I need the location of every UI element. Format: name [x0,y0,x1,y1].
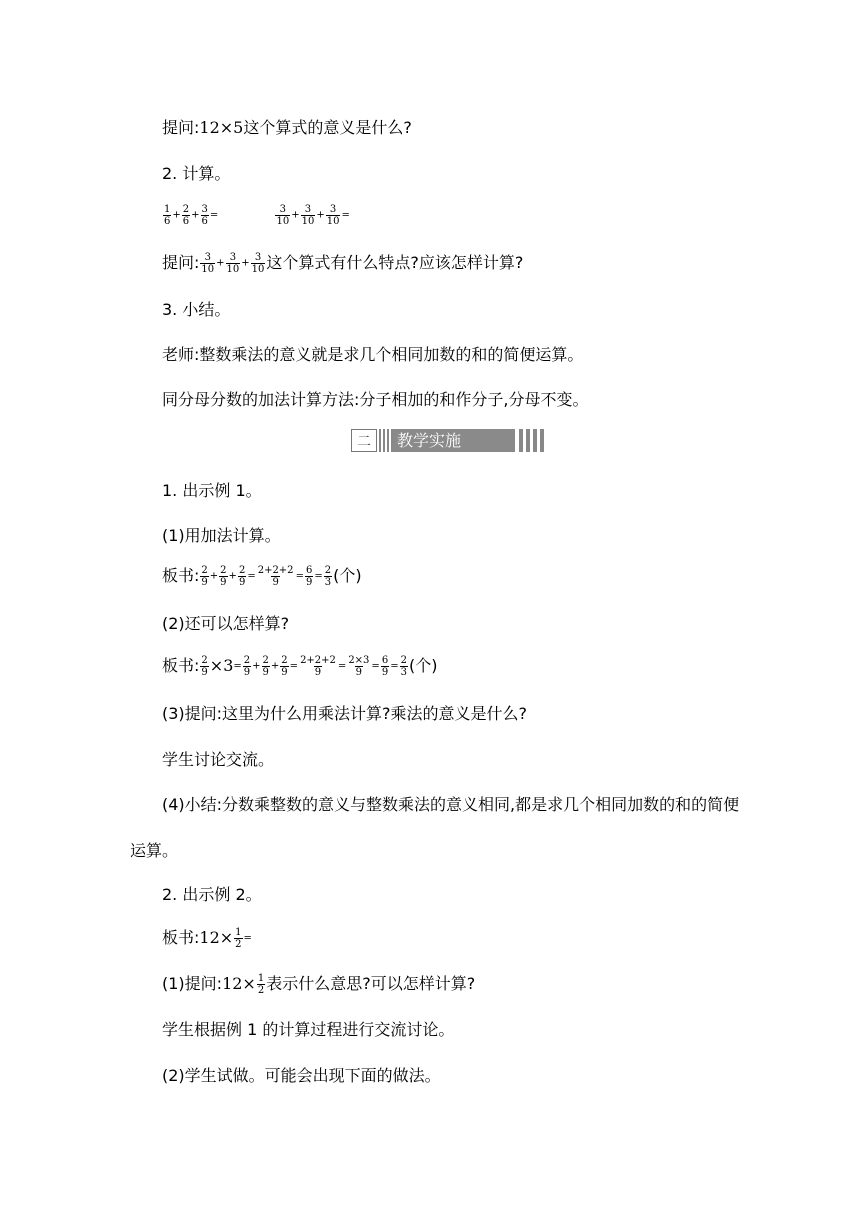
board-writing: 板书: $\frac{2}{9}$ + $\frac{2}{9}$ + $\frac{2}{9}$ = $\frac{2+2+2}{9}$ = $\frac{6}{9}$ = $\frac{2}{3}$ (个) [162,565,362,588]
fraction: $\frac{3}{10}$ [301,204,315,227]
item-heading: 1. 出示例 1。 [162,481,262,500]
question-line: 提问:12×5这个算式的意义是什么? [162,118,412,137]
section-title: 教学实施 [393,429,515,452]
paragraph: (2)学生试做。可能会出现下面的做法。 [162,1066,441,1085]
fraction: $\frac{3}{10}$ [226,252,240,275]
paragraph: 同分母分数的加法计算方法:分子相加的和作分子,分母不变。 [162,390,589,409]
fraction: $\frac{1}{6}$ [164,204,171,227]
fraction: $\frac{2}{3}$ [400,655,407,678]
board-writing: 板书: $\frac{2}{9}$ ×3= $\frac{2}{9}$ + $\frac{2}{9}$ + $\frac{2}{9}$ = $\frac{2+2+2}{9}$ = $\frac{2\times 3}{9}$ = $\frac{6}{9}$ = $\frac{2}{3}$ (个) [162,655,438,678]
question-line: (1)提问:12× $\frac{1}{2}$ 表示什么意思?可以怎样计算? [162,973,476,996]
fraction: $\frac{2\times 3}{9}$ [348,655,370,678]
paragraph: 学生讨论交流。 [162,750,275,769]
paragraph: (2)还可以怎样算? [162,614,290,633]
fraction: $\frac{3}{6}$ [201,204,208,227]
section-number: 二 [351,429,377,452]
item-heading: 2. 计算。 [162,164,231,183]
fraction: $\frac{2}{9}$ [262,655,269,678]
fraction: $\frac{3}{10}$ [326,204,340,227]
paragraph: (3)提问:这里为什么用乘法计算?乘法的意义是什么? [162,704,528,723]
fraction: $\frac{6}{9}$ [305,565,313,588]
paragraph: 老师:整数乘法的意义就是求几个相同加数的和的简便运算。 [162,345,584,364]
decorative-stripes [379,429,393,452]
fraction: $\frac{1}{2}$ [257,973,265,996]
fraction: $\frac{2+2+2}{9}$ [257,565,294,588]
board-writing: 板书:12× $\frac{1}{2}$ = [162,927,252,950]
paragraph: 运算。 [130,841,179,860]
item-heading: 3. 小结。 [162,300,231,319]
fraction: $\frac{2}{9}$ [281,655,288,678]
fraction: $\frac{2}{9}$ [220,565,227,588]
question-line: 提问: $\frac{3}{10}$ + $\frac{3}{10}$ + $\frac{3}{10}$ 这个算式有什么特点?应该怎样计算? [162,252,524,275]
decorative-stripes [519,429,547,452]
item-heading: 2. 出示例 2。 [162,885,262,904]
fraction: $\frac{2}{9}$ [238,565,246,588]
section-header [351,429,549,452]
fraction: $\frac{2}{9}$ [243,655,251,678]
fraction-exercise: $\frac{1}{6}$ + $\frac{2}{6}$ + $\frac{3}{6}$ = $\frac{3}{10}$ + $\frac{3}{10}$ + $\frac{3}{10}$ = [164,204,350,227]
fraction: $\frac{1}{2}$ [235,927,242,950]
fraction: $\frac{2}{3}$ [324,565,332,588]
paragraph: (4)小结:分数乘整数的意义与整数乘法的意义相同,都是求几个相同加数的和的简便 [162,795,740,814]
paragraph: (1)用加法计算。 [162,526,281,545]
fraction: $\frac{3}{10}$ [201,252,215,275]
fraction: $\frac{3}{10}$ [251,252,265,275]
fraction: $\frac{2}{9}$ [201,565,208,588]
paragraph: 学生根据例 1 的计算过程进行交流讨论。 [162,1020,455,1039]
fraction: $\frac{2}{9}$ [201,655,208,678]
fraction: $\frac{2}{6}$ [182,204,190,227]
fraction: $\frac{3}{10}$ [276,204,290,227]
fraction: $\frac{2+2+2}{9}$ [300,655,336,678]
fraction: $\frac{6}{9}$ [381,655,389,678]
